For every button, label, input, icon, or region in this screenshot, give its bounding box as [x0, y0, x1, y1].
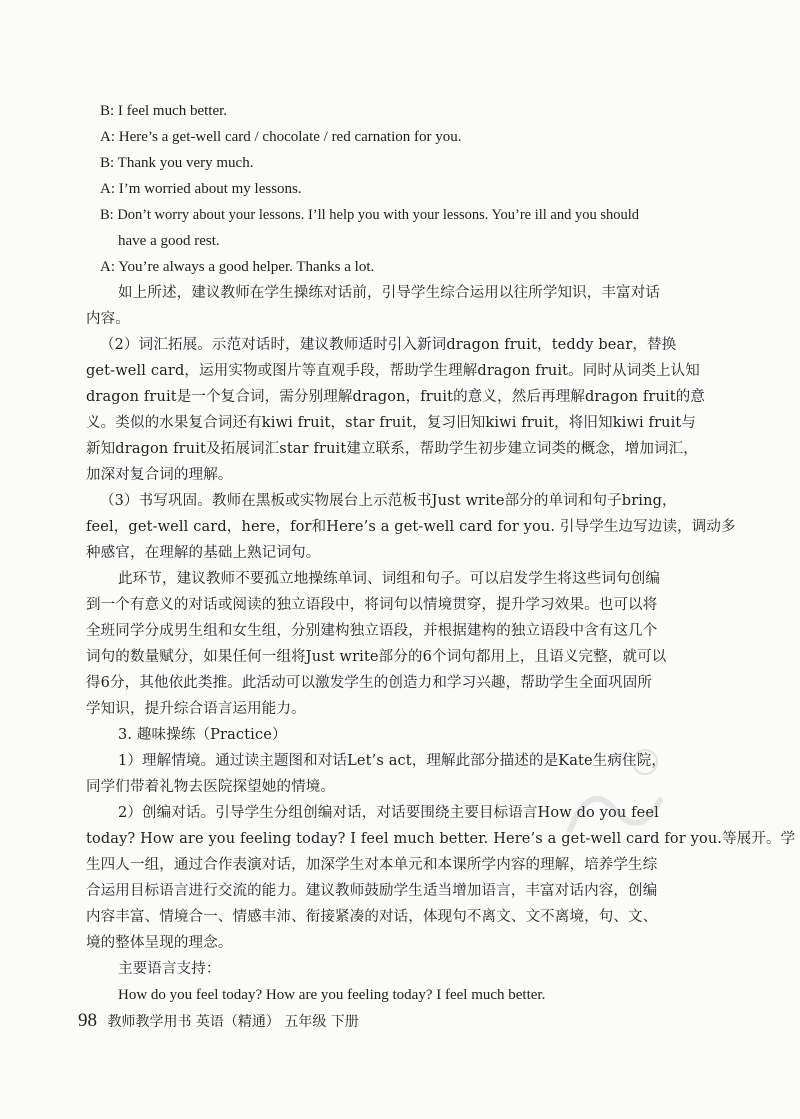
paragraph-line: 义。类似的水果复合词还有kiwi fruit，star fruit，复习旧知kiwi fruit，将旧知kiwi fruit与	[86, 415, 697, 431]
paragraph-line: today? How are you feeling today? I feel much better. Here’s a get-well card for you.等展开。学	[86, 831, 796, 847]
paragraph-line: 到一个有意义的对话或阅读的独立语段中，将词句以情境贯穿，提升学习效果。也可以将	[86, 597, 658, 613]
book-title: 教师教学用书 英语（精通） 五年级 下册	[107, 1014, 359, 1030]
paragraph-line: 内容丰富、情境合一、情感丰沛、衔接紧凑的对话，体现句不离文、文不离境，句、文、	[86, 909, 658, 925]
language-support-line: How do you feel today? How are you feeling today? I feel much better.	[118, 987, 546, 1003]
paragraph-line: 主要语言支持：	[118, 961, 221, 977]
section-heading: 3. 趣味操练（Practice）	[118, 727, 287, 743]
paragraph-line: 同学们带着礼物去医院探望她的情境。	[86, 779, 336, 795]
dialogue-line: B: Don’t worry about your lessons. I’ll help you with your lessons. You’re ill and you should	[100, 207, 640, 223]
paragraph-line: dragon fruit是一个复合词，需分别理解dragon，fruit的意义，然后再理解dragon fruit的意	[86, 389, 705, 405]
paragraph-line: 如上所述，建议教师在学生操练对话前，引导学生综合运用以往所学知识，丰富对话	[118, 285, 661, 301]
paragraph-line: feel，get-well card，here，for和Here’s a get-well card for you. 引导学生边写边读，调动多	[86, 519, 736, 535]
dialogue-line: B: Thank you very much.	[100, 155, 254, 171]
dialogue-line-continuation: have a good rest.	[118, 233, 220, 249]
paragraph-line: 种感官，在理解的基础上熟记词句。	[86, 545, 321, 561]
page-number: 98	[78, 1010, 97, 1031]
paragraph-line: （2）词汇拓展。示范对话时，建议教师适时引入新词dragon fruit，teddy bear，替换	[100, 337, 677, 353]
dialogue-line: A: Here’s a get-well card / chocolate / red carnation for you.	[100, 129, 462, 145]
paragraph-line: get-well card，运用实物或图片等直观手段，帮助学生理解dragon fruit。同时从词类上认知	[86, 363, 700, 379]
page-footer	[78, 1010, 359, 1032]
dialogue-line: A: I’m worried about my lessons.	[100, 181, 302, 197]
paragraph-line: 学知识，提升综合语言运用能力。	[86, 701, 306, 717]
paragraph-line: 此环节，建议教师不要孤立地操练单词、词组和句子。可以启发学生将这些词句创编	[118, 571, 661, 587]
paragraph-line: 生四人一组，通过合作表演对话，加深学生对本单元和本课所学内容的理解，培养学生综	[86, 857, 658, 873]
paragraph-line: 词句的数量赋分，如果任何一组将Just write部分的6个词句都用上，且语义完整，就可以	[86, 649, 667, 665]
paragraph-line: 得6分，其他依此类推。此活动可以激发学生的创造力和学习兴趣，帮助学生全面巩固所	[86, 675, 653, 691]
paragraph-line: 新知dragon fruit及拓展词汇star fruit建立联系，帮助学生初步建立词类的概念，增加词汇，	[86, 441, 698, 457]
dialogue-line: A: You’re always a good helper. Thanks a lot.	[100, 259, 375, 275]
paragraph-line: 合运用目标语言进行交流的能力。建议教师鼓励学生适当增加语言，丰富对话内容，创编	[86, 883, 658, 899]
paragraph-line: 加深对复合词的理解。	[86, 467, 233, 483]
paragraph-line: 全班同学分成男生组和女生组，分别建构独立语段，并根据建构的独立语段中含有这几个	[86, 623, 658, 639]
dialogue-line: B: I feel much better.	[100, 103, 228, 119]
paragraph-line: 内容。	[86, 311, 130, 327]
paragraph-line: 1）理解情境。通过读主题图和对话Let’s act，理解此部分描述的是Kate生病住院，	[118, 753, 666, 769]
paragraph-line: 境的整体呈现的理念。	[86, 935, 233, 951]
paragraph-line: 2）创编对话。引导学生分组创编对话，对话要围绕主要目标语言How do you feel	[118, 805, 659, 821]
paragraph-line: （3）书写巩固。教师在黑板或实物展台上示范板书Just write部分的单词和句子bring，	[100, 493, 677, 509]
